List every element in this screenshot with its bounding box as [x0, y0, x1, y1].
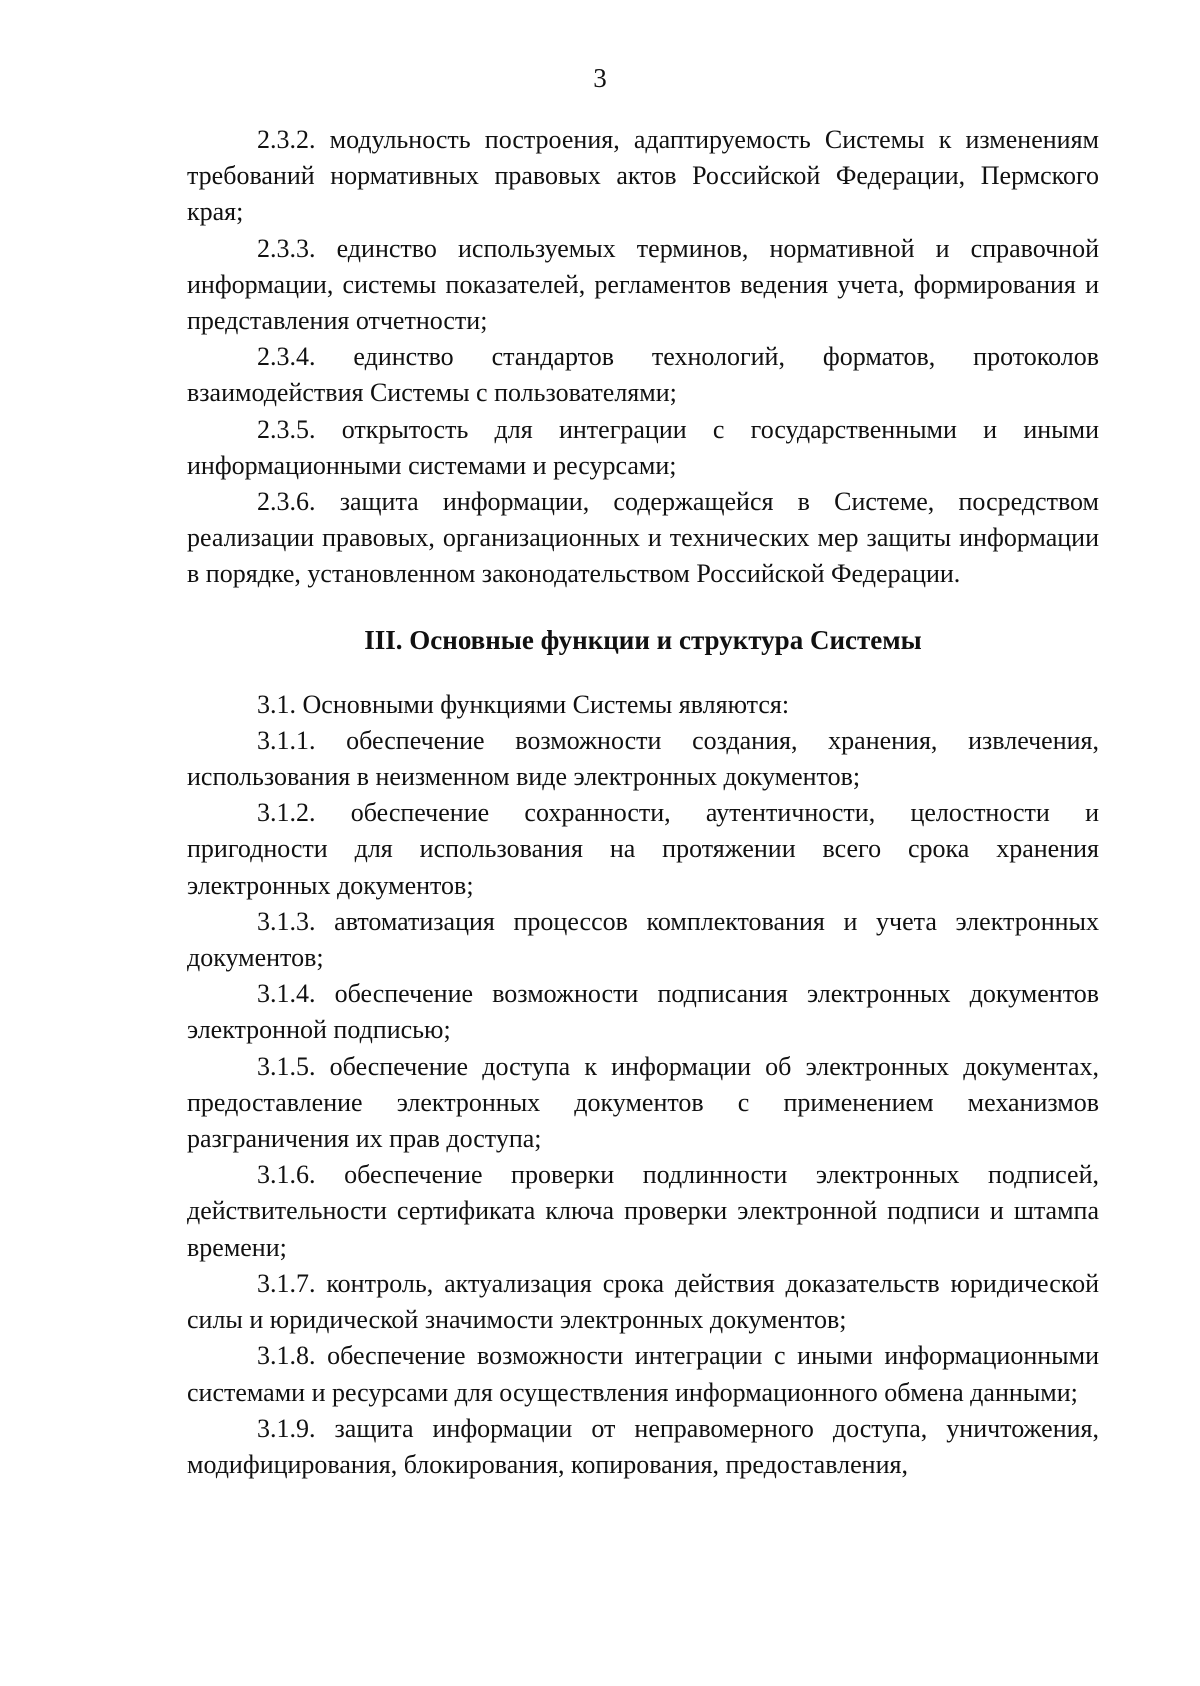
paragraph-2-3-4: 2.3.4. единство стандартов технологий, форматов, протоколов взаимодействия Системы с пользователями; [187, 342, 1099, 408]
paragraph-2-3-6: 2.3.6. защита информации, содержащейся в Системе, посредством реализации правовых, организационных и технических мер защиты информации в порядке, установленном законодательством Российской Федерации. [187, 487, 1099, 589]
paragraph-3-1-8: 3.1.8. обеспечение возможности интеграции с иными информационными системами и ресурсами для осуществления информационного обмена данными; [187, 1341, 1099, 1407]
page-number: 3 [593, 63, 607, 93]
document-body [187, 122, 1099, 1483]
paragraph-3-1-9: 3.1.9. защита информации от неправомерного доступа, уничтожения, модифицирования, блокирования, копирования, предоставления, [187, 1413, 1099, 1479]
paragraph-3-1-3: 3.1.3. автоматизация процессов комплектования и учета электронных документов; [187, 906, 1099, 973]
paragraph-2-3-5: 2.3.5. открытость для интеграции с государственными и иными информационными системами и ресурсами; [187, 414, 1099, 480]
paragraph-3-1-7: 3.1.7. контроль, актуализация срока действия доказательств юридической силы и юридической значимости электронных документов; [187, 1268, 1099, 1335]
paragraph-3-1: 3.1. Основными функциями Системы являются: [257, 689, 790, 719]
section-heading: III. Основные функции и структура Системы [364, 624, 922, 655]
paragraph-3-1-2: 3.1.2. обеспечение сохранности, аутентичности, целостности и пригодности для использования на протяжении всего срока хранения электронных документов; [187, 798, 1099, 900]
paragraph-3-1-6: 3.1.6. обеспечение проверки подлинности электронных подписей, действительности сертификата ключа проверки электронной подписи и штампа времени; [187, 1160, 1099, 1262]
paragraph-3-1-1: 3.1.1. обеспечение возможности создания, хранения, извлечения, использования в неизменном виде электронных документов; [187, 725, 1099, 792]
paragraph-3-1-5: 3.1.5. обеспечение доступа к информации об электронных документах, предоставление электронных документов с применением механизмов разграничения их прав доступа; [187, 1051, 1099, 1154]
paragraph-2-3-3: 2.3.3. единство используемых терминов, нормативной и справочной информации, системы показателей, регламентов ведения учета, формирования и представления отчетности; [187, 233, 1099, 336]
paragraph-3-1-4: 3.1.4. обеспечение возможности подписания электронных документов электронной подписью; [187, 979, 1099, 1045]
paragraph-2-3-2: 2.3.2. модульность построения, адаптируемость Системы к изменениям требований нормативных правовых актов Российской Федерации, Пермского края; [187, 125, 1099, 227]
